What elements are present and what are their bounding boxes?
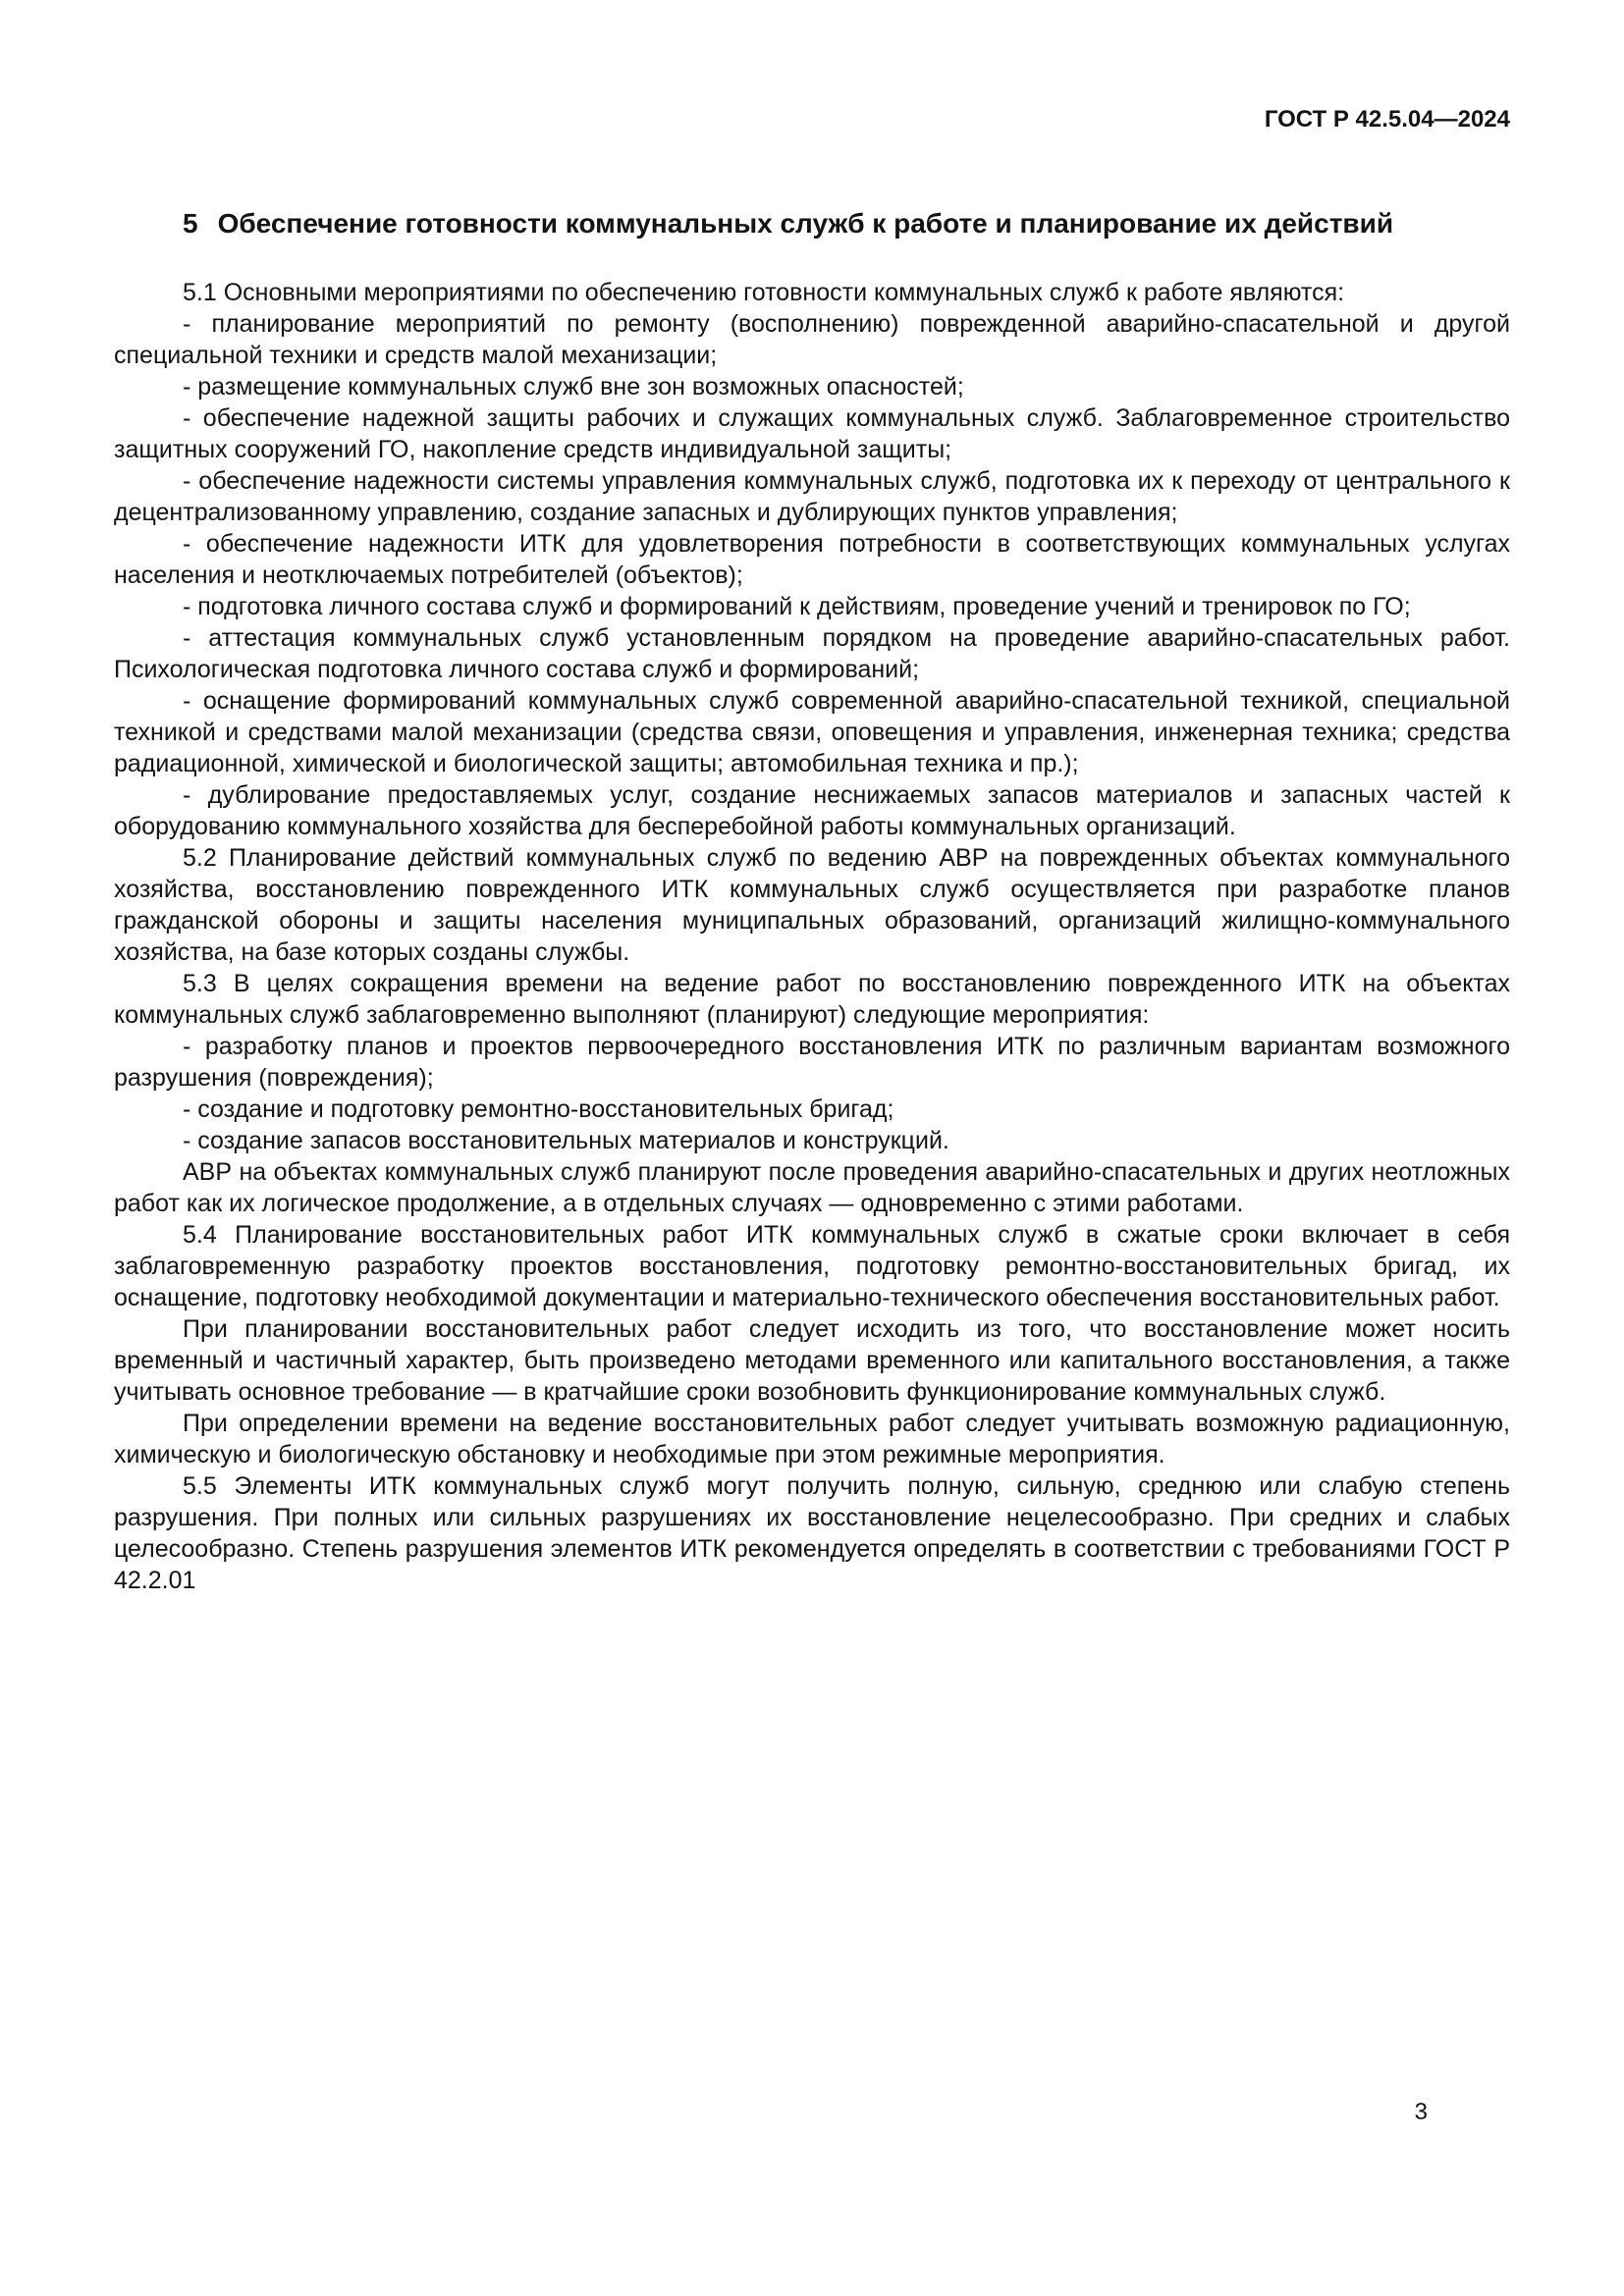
paragraph: 5.2 Планирование действий коммунальных служб по ведению АВР на поврежденных объектах коммунального хозяйства, восстановлению поврежденного ИТК коммунальных служб осуществляется при разработке планов гражданской обороны и защиты населения муниципальных образований, организаций жилищно-коммунального хозяйства, на базе которых созданы службы. (114, 844, 1510, 966)
list-item: - обеспечение надежности ИТК для удовлетворения потребности в соответствующих коммунальных услугах населения и неотключаемых потребителей (объектов); (114, 530, 1510, 589)
paragraph: При определении времени на ведение восстановительных работ следует учитывать возможную радиационную, химическую и биологическую обстановку и необходимые при этом режимные мероприятия. (114, 1410, 1510, 1468)
list-item: - создание запасов восстановительных материалов и конструкций. (183, 1127, 949, 1154)
list-item: - разработку планов и проектов первоочередного восстановления ИТК по различным вариантам возможного разрушения (повреждения); (114, 1033, 1510, 1092)
section-number: 5 (183, 208, 198, 239)
document-header (114, 106, 1510, 133)
paragraph: АВР на объектах коммунальных служб планируют после проведения аварийно-спасательных и других неотложных работ как их логическое продолжение, а в отдельных случаях — одновременно с этими работами. (114, 1158, 1510, 1217)
page-number: 3 (1414, 2099, 1428, 2125)
list-item: - аттестация коммунальных служб установленным порядком на проведение аварийно-спасательных работ. Психологическая подготовка личного состава служб и формирований; (114, 624, 1510, 683)
list-item: - размещение коммунальных служб вне зон возможных опасностей; (183, 373, 964, 400)
list-item: - планирование мероприятий по ремонту (восполнению) поврежденной аварийно-спасательной и другой специальной техники и средств малой механизации; (114, 310, 1510, 369)
paragraph: 5.5 Элементы ИТК коммунальных служб могут получить полную, сильную, среднюю или слабую степень разрушения. При полных или сильных разрушениях их восстановление нецелесообразно. При средних и слабых целесообразно. Степень разрушения элементов ИТК рекомендуется определять в соответствии с требованиями ГОСТ Р 42.2.01 (114, 1472, 1510, 1594)
list-item: - обеспечение надежной защиты рабочих и служащих коммунальных служб. Заблаговременное строительство защитных сооружений ГО, накопление средств индивидуальной защиты; (114, 404, 1510, 463)
section-heading (114, 204, 1510, 243)
paragraph: При планировании восстановительных работ следует исходить из того, что восстановление может носить временный и частичный характер, быть произведено методами временного или капитального восстановления, а также учитывать основное требование — в кратчайшие сроки возобновить функционирование коммунальных служб. (114, 1315, 1510, 1406)
list-item: - подготовка личного состава служб и формирований к действиям, проведение учений и тренировок по ГО; (183, 593, 1411, 620)
paragraph: 5.1 Основными мероприятиями по обеспечению готовности коммунальных служб к работе являются: (183, 279, 1345, 306)
section-title: Обеспечение готовности коммунальных служб к работе и планирование их действий (217, 208, 1394, 239)
document-body (114, 277, 1510, 1596)
list-item: - создание и подготовку ремонтно-восстановительных бригад; (183, 1095, 894, 1123)
paragraph: 5.3 В целях сокращения времени на ведение работ по восстановлению поврежденного ИТК на объектах коммунальных служб заблаговременно выполняют (планируют) следующие мероприятия: (114, 970, 1510, 1029)
list-item: - обеспечение надежности системы управления коммунальных служб, подготовка их к переходу от центрального к децентрализованному управлению, создание запасных и дублирующих пунктов управления; (114, 467, 1510, 526)
standard-designation: ГОСТ Р 42.5.04—2024 (1264, 106, 1510, 133)
paragraph: 5.4 Планирование восстановительных работ ИТК коммунальных служб в сжатые сроки включает в себя заблаговременную разработку проектов восстановления, подготовку ремонтно-восстановительных бригад, их оснащение, подготовку необходимой документации и материально-технического обеспечения восстановительных работ. (114, 1221, 1510, 1311)
list-item: - дублирование предоставляемых услуг, создание неснижаемых запасов материалов и запасных частей к оборудованию коммунального хозяйства для бесперебойной работы коммунальных организаций. (114, 781, 1510, 840)
list-item: - оснащение формирований коммунальных служб современной аварийно-спасательной техникой, специальной техникой и средствами малой механизации (средства связи, оповещения и управления, инженерная техника; средства радиационной, химической и биологической защиты; автомобильная техника и пр.); (114, 687, 1510, 777)
